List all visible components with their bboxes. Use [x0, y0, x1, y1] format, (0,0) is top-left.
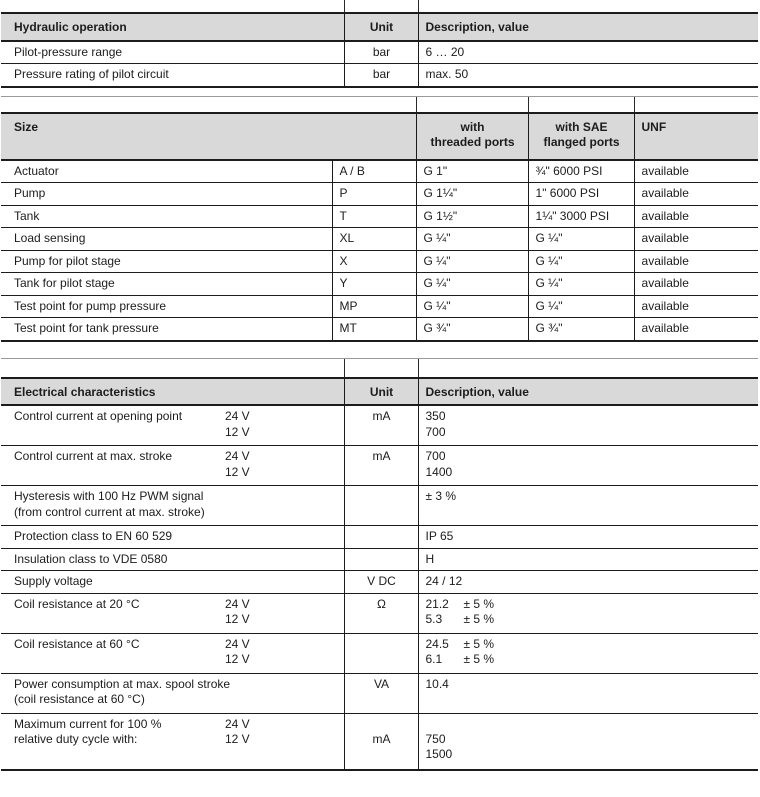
- row-unit: [344, 548, 418, 571]
- header-line: threaded ports: [430, 135, 515, 149]
- unf-availability: available: [634, 273, 758, 296]
- row-unit: V DC: [344, 571, 418, 594]
- row-unit: [344, 633, 418, 673]
- threaded-port-size: G ¼": [416, 273, 528, 296]
- table-row: [1, 318, 758, 341]
- port-name: Tank: [1, 205, 332, 228]
- unf-availability: available: [634, 205, 758, 228]
- voltage-variants: [225, 637, 250, 668]
- row-unit: [344, 486, 418, 526]
- row-value: 10.4: [418, 673, 758, 713]
- table-row: [1, 41, 758, 64]
- tolerance-24v: ± 5 %: [463, 636, 495, 651]
- electrical-characteristics-table: [1, 377, 758, 771]
- voltage-12v: 12 V: [225, 612, 250, 626]
- column-divider-stub: [634, 97, 635, 112]
- voltage-variants: [225, 717, 250, 748]
- voltage-12v: 12 V: [225, 652, 250, 666]
- value-12v: 700: [425, 424, 446, 439]
- port-code: Y: [332, 273, 416, 296]
- electrical-header-row: [1, 378, 758, 406]
- column-stub-gap: [1, 359, 758, 377]
- row-value: ± 3 %: [418, 486, 758, 526]
- voltage-12v: 12 V: [225, 424, 250, 439]
- table-row: [1, 405, 758, 446]
- unf-column-header: UNF: [634, 113, 758, 160]
- value-12v: 1400: [425, 464, 453, 479]
- port-code: A / B: [332, 160, 416, 183]
- table-row: [1, 64, 758, 87]
- voltage-12v: 12 V: [225, 464, 250, 479]
- sae-port-size: ¾" 6000 PSI: [528, 160, 634, 183]
- row-value: IP 65: [418, 526, 758, 549]
- table-row: [1, 446, 758, 486]
- value-24v: 700: [425, 449, 446, 463]
- row-label: Coil resistance at 60 °C: [14, 636, 140, 651]
- voltage-12v: 12 V: [225, 732, 250, 746]
- unf-availability: available: [634, 295, 758, 318]
- row-unit: mA: [344, 405, 418, 446]
- resistance-12v: 6.1: [425, 652, 443, 666]
- port-name: Load sensing: [1, 228, 332, 251]
- row-unit: [344, 526, 418, 549]
- threaded-port-size: G 1": [416, 160, 528, 183]
- table-row: [1, 526, 758, 549]
- row-unit: Ω: [344, 593, 418, 633]
- row-label: Insulation class to VDE 0580: [1, 548, 344, 571]
- table-row: [1, 548, 758, 571]
- sae-port-size: G ¼": [528, 273, 634, 296]
- column-stub-gap: [1, 97, 758, 112]
- header-line: with SAE: [555, 119, 608, 134]
- resistance-24v: 21.2: [425, 596, 449, 611]
- table-row: [1, 486, 758, 526]
- voltage-variants: [225, 449, 250, 480]
- column-divider-stub: [418, 0, 419, 12]
- row-value: [418, 713, 758, 770]
- table-row: [1, 593, 758, 633]
- row-unit: mA: [344, 713, 418, 770]
- hydraulic-table-title: Hydraulic operation: [1, 13, 344, 41]
- size-header-row: [1, 113, 758, 160]
- voltage-24v: 24 V: [225, 596, 250, 611]
- voltage-24v: 24 V: [225, 449, 250, 463]
- sae-port-size: G ¼": [528, 295, 634, 318]
- value-24v: 750: [425, 731, 446, 746]
- port-code: MT: [332, 318, 416, 341]
- tolerance-12v: ± 5 %: [463, 612, 495, 626]
- port-name: Test point for pump pressure: [1, 295, 332, 318]
- row-label-line2: (coil resistance at 60 °C): [14, 692, 145, 706]
- table-row: [1, 633, 758, 673]
- voltage-24v: 24 V: [225, 636, 250, 651]
- sae-port-size: G ¼": [528, 228, 634, 251]
- unf-availability: available: [634, 250, 758, 273]
- row-value: [418, 446, 758, 486]
- unf-availability: available: [634, 228, 758, 251]
- unf-availability: available: [634, 183, 758, 206]
- column-divider-stub: [344, 359, 345, 377]
- unit-column-header: Unit: [344, 378, 418, 406]
- header-line: with: [460, 119, 485, 134]
- port-code: X: [332, 250, 416, 273]
- row-label: Pressure rating of pilot circuit: [1, 64, 344, 87]
- row-label: Power consumption at max. spool stroke: [14, 676, 231, 691]
- hydraulic-operation-table: [1, 12, 758, 88]
- voltage-variants: [225, 409, 250, 440]
- datasheet-page: [1, 0, 758, 771]
- port-code: T: [332, 205, 416, 228]
- row-label: Hysteresis with 100 Hz PWM signal: [14, 489, 204, 503]
- value-12v: 1500: [425, 747, 453, 761]
- description-column-header: Description, value: [418, 13, 758, 41]
- sae-port-size: 1" 6000 PSI: [528, 183, 634, 206]
- table-row: [1, 273, 758, 296]
- row-unit: bar: [344, 64, 418, 87]
- port-code: MP: [332, 295, 416, 318]
- column-divider-stub: [528, 97, 529, 112]
- resistance-12v: 5.3: [425, 612, 443, 626]
- size-table: [1, 112, 758, 342]
- column-divider-stub: [418, 359, 419, 377]
- unit-column-header: Unit: [344, 13, 418, 41]
- port-name: Test point for tank pressure: [1, 318, 332, 341]
- threaded-port-size: G 1½": [416, 205, 528, 228]
- row-label-line1: Maximum current for 100 %: [14, 716, 162, 731]
- row-label-line2: (from control current at max. stroke): [14, 504, 205, 519]
- row-value: H: [418, 548, 758, 571]
- row-value: [418, 633, 758, 673]
- table-row: [1, 673, 758, 713]
- port-name: Actuator: [1, 160, 332, 183]
- threaded-ports-column-header: [416, 113, 528, 160]
- port-name: Tank for pilot stage: [1, 273, 332, 296]
- threaded-port-size: G ¼": [416, 228, 528, 251]
- row-unit: VA: [344, 673, 418, 713]
- row-label-line2: relative duty cycle with:: [14, 732, 138, 746]
- row-label: Protection class to EN 60 529: [1, 526, 344, 549]
- table-row: [1, 160, 758, 183]
- size-section: [1, 96, 758, 342]
- hydraulic-section: [1, 0, 758, 88]
- threaded-port-size: G ¼": [416, 295, 528, 318]
- description-column-header: Description, value: [418, 378, 758, 406]
- row-value: [418, 405, 758, 446]
- threaded-port-size: G ¾": [416, 318, 528, 341]
- table-row: [1, 571, 758, 594]
- row-value: 6 … 20: [425, 44, 465, 59]
- row-label: Supply voltage: [1, 571, 344, 594]
- row-label-cell: [1, 405, 344, 446]
- row-value: max. 50: [418, 64, 758, 87]
- threaded-port-size: G ¼": [416, 250, 528, 273]
- port-name: Pump for pilot stage: [1, 250, 332, 273]
- port-name: Pump: [1, 183, 332, 206]
- row-label: Coil resistance at 20 °C: [14, 596, 140, 611]
- table-row: [1, 713, 758, 770]
- table-row: [1, 295, 758, 318]
- column-divider-stub: [344, 0, 345, 12]
- voltage-24v: 24 V: [225, 409, 250, 423]
- unf-availability: available: [634, 318, 758, 341]
- electrical-section: [1, 358, 758, 771]
- row-label: Control current at max. stroke: [14, 449, 173, 463]
- table-row: [1, 205, 758, 228]
- row-label-cell: [1, 486, 344, 526]
- table-row: [1, 250, 758, 273]
- column-divider-stub: [416, 97, 417, 112]
- tolerance-24v: ± 5 %: [463, 596, 495, 611]
- table-row: [1, 228, 758, 251]
- table-row: [1, 183, 758, 206]
- electrical-table-title: Electrical characteristics: [1, 378, 344, 406]
- sae-port-size: G ¼": [528, 250, 634, 273]
- port-code: P: [332, 183, 416, 206]
- tolerance-12v: ± 5 %: [463, 652, 495, 666]
- port-code: XL: [332, 228, 416, 251]
- size-table-title: Size: [1, 113, 416, 160]
- row-value: [418, 593, 758, 633]
- unf-availability: available: [641, 163, 689, 178]
- row-label-cell: [1, 713, 344, 770]
- row-unit: bar: [344, 41, 418, 64]
- row-label: Pilot-pressure range: [1, 41, 344, 64]
- sae-port-size: 1¼" 3000 PSI: [528, 205, 634, 228]
- row-value: 24 / 12: [418, 571, 758, 594]
- voltage-variants: [225, 597, 250, 628]
- row-label-cell: [1, 593, 344, 633]
- column-stub-gap: [1, 0, 758, 12]
- sae-ports-column-header: [528, 113, 634, 160]
- sae-port-size: G ¾": [528, 318, 634, 341]
- row-unit: mA: [344, 446, 418, 486]
- voltage-24v: 24 V: [225, 716, 250, 731]
- hydraulic-header-row: [1, 13, 758, 41]
- header-line: flanged ports: [543, 135, 620, 149]
- row-label: Control current at opening point: [14, 409, 183, 423]
- row-label-cell: [1, 633, 344, 673]
- row-label-cell: [1, 673, 344, 713]
- threaded-port-size: G 1¼": [416, 183, 528, 206]
- row-label-cell: [1, 446, 344, 486]
- row-label: [14, 717, 225, 748]
- resistance-24v: 24.5: [425, 636, 449, 651]
- value-24v: 350: [425, 409, 446, 423]
